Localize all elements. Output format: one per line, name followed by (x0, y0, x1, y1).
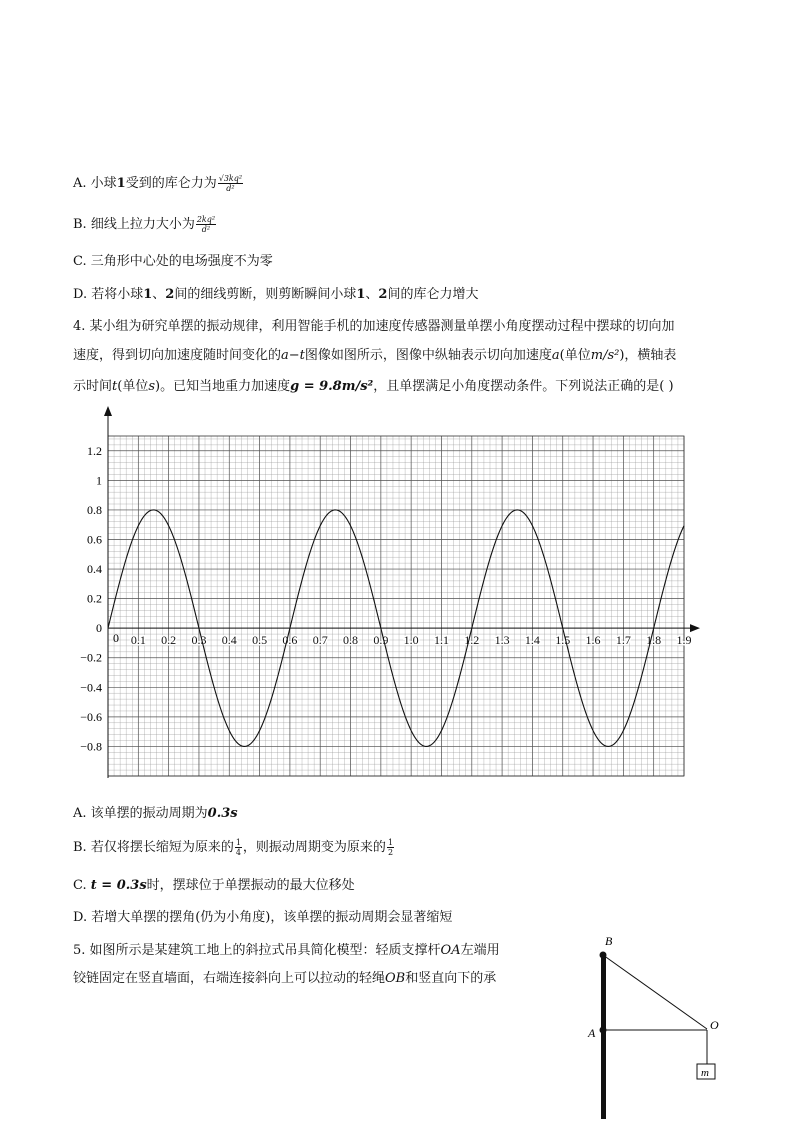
label-o: O (710, 1018, 719, 1032)
y-tick-label: −0.8 (80, 739, 102, 754)
q4-stem-line-3: 示时间t(单位s)。已知当地重力加速度g = 9.8m/s²，且单摆满足小角度摆动条件。下列说法正确的是( ) (73, 379, 674, 394)
hinge-a (600, 1027, 607, 1034)
q3-option-d: D. 若将小球1、2间的细线剪断，则剪断瞬间小球1、2间的库仑力增大 (73, 287, 479, 302)
chart-grid-minor (108, 436, 684, 776)
x-tick-label: 1.0 (403, 633, 419, 648)
y-tick-label: 0 (96, 621, 102, 636)
q4-stem-line-1: 4. 某小组为研究单摆的振动规律，利用智能手机的加速度传感器测量单摆小角度摆动过程中摆球的切向加 (73, 319, 675, 334)
y-tick-label: 0.4 (87, 562, 102, 577)
crane-diagram (540, 925, 740, 1123)
x-tick-label: 1.5 (555, 633, 571, 648)
x-tick-label: 1.9 (676, 633, 692, 648)
q4-stem-line-2: 速度，得到切向加速度随时间变化的a−t图像如图所示，图像中纵轴表示切向加速度a(单位m/s²)，横轴表 (73, 348, 677, 363)
rope-ob (603, 955, 707, 1029)
y-tick-label: 0.8 (87, 502, 102, 517)
y-tick-label: 0.2 (87, 591, 102, 606)
q4-option-b: B. 若仅将摆长缩短为原来的 $\frac{1}{4}$ ，则振动周期变为原来的 $\frac{1}{2}$ (73, 838, 394, 857)
q3-option-c: C. 三角形中心处的电场强度不为零 (73, 254, 273, 269)
x-origin-label: 0 (113, 631, 119, 646)
q4-option-c: C. t = 0.3s时，摆球位于单摆振动的最大位移处 (73, 878, 355, 893)
y-tick-label: −0.2 (80, 650, 102, 665)
x-tick-label: 1.7 (615, 633, 631, 648)
x-tick-label: 0.4 (221, 633, 237, 648)
hinge-b (600, 952, 607, 959)
x-tick-label: 1.6 (585, 633, 601, 648)
x-axis-arrow (690, 624, 700, 632)
y-tick-label: 0.6 (87, 532, 102, 547)
y-tick-label: −0.4 (80, 680, 102, 695)
x-tick-label: 0.6 (282, 633, 298, 648)
x-tick-label: 1.1 (433, 633, 449, 648)
x-tick-label: 1.4 (524, 633, 540, 648)
q4-option-d: D. 若增大单摆的摆角(仍为小角度)，该单摆的振动周期会显著缩短 (73, 910, 453, 925)
chart-axes (104, 406, 700, 778)
a-t-chart (60, 400, 710, 790)
y-axis-arrow (104, 406, 112, 416)
x-tick-label: 0.8 (343, 633, 359, 648)
x-tick-label: 1.8 (646, 633, 662, 648)
chart-grid-major (108, 436, 684, 776)
x-tick-label: 1.3 (494, 633, 510, 648)
x-tick-label: 0.2 (161, 633, 177, 648)
x-tick-label: 0.1 (130, 633, 146, 648)
x-tick-label: 1.2 (464, 633, 480, 648)
x-tick-label: 0.5 (252, 633, 268, 648)
x-tick-label: 0.3 (191, 633, 207, 648)
q5-stem-line-1: 5. 如图所示是某建筑工地上的斜拉式吊具简化模型：轻质支撑杆OA左端用 (73, 943, 500, 958)
x-tick-label: 0.7 (312, 633, 328, 648)
label-a: A (588, 1026, 596, 1040)
fraction: $\frac{1}{2}$ (387, 838, 394, 857)
q3-option-b: B. 细线上拉力大小为 $\frac{\text{2kq²}}{\text{d²}}$ (73, 215, 216, 234)
y-tick-label: 1 (96, 473, 102, 488)
y-tick-label: −0.6 (80, 709, 102, 724)
y-tick-label: 1.2 (87, 443, 102, 458)
q3-option-a: A. 小球1受到的库仑力为 $\frac{\text{√3kq²}}{\text{d²}}$ (73, 174, 243, 193)
vertical-wall (601, 953, 606, 1119)
fraction: $\frac{\text{2kq²}}{\text{d²}}$ (196, 215, 216, 234)
chart-frame (108, 436, 684, 776)
label-b: B (605, 934, 613, 948)
fraction: $\frac{\text{√3kq²}}{\text{d²}}$ (218, 174, 243, 193)
fraction: $\frac{1}{4}$ (235, 838, 241, 857)
q5-stem-line-2: 铰链固定在竖直墙面，右端连接斜向上可以拉动的轻绳OB和竖直向下的承 (73, 971, 497, 986)
q4-option-a: A. 该单摆的振动周期为0.3s (73, 806, 238, 821)
x-tick-label: 0.9 (373, 633, 389, 648)
label-m: m (701, 1067, 709, 1079)
